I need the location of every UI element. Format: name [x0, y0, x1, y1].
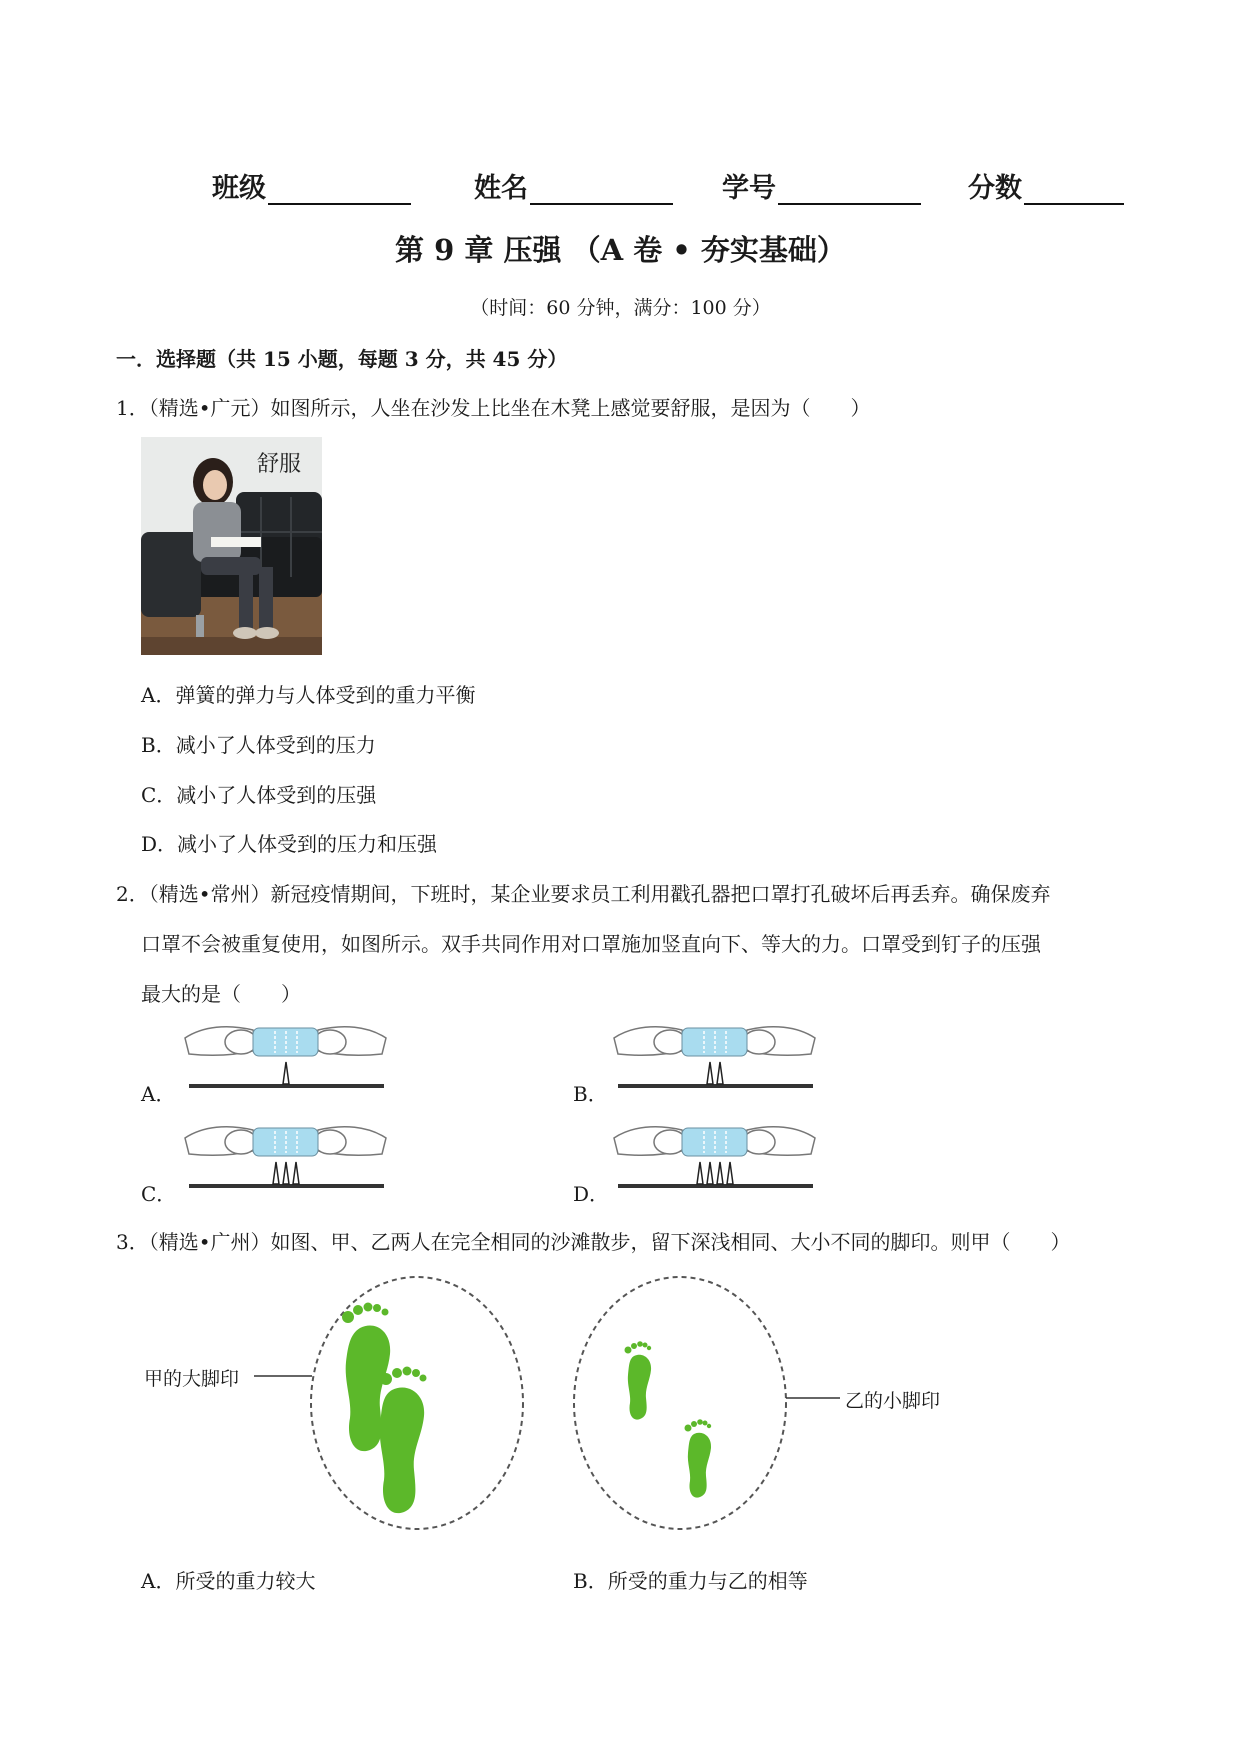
- q3-label-right: 乙的小脚印: [845, 1390, 941, 1412]
- name-label: 姓名: [474, 173, 528, 204]
- nail-icon: [707, 1062, 713, 1084]
- nail-icon: [293, 1162, 299, 1184]
- nail-icon: [697, 1162, 703, 1184]
- q2-option-b-punch-diagram[interactable]: [612, 1020, 817, 1100]
- nail-icon: [273, 1162, 279, 1184]
- q3-stem: 3．（精选•广州）如图、甲、乙两人在完全相同的沙滩散步，留下深浅相同、大小不同的脚印。则甲（ ）: [116, 1230, 1071, 1254]
- q1-option-c[interactable]: C．减小了人体受到的压强: [141, 783, 377, 807]
- class-field: [212, 166, 411, 205]
- q2-option-c-punch-diagram[interactable]: [183, 1120, 388, 1200]
- q2-option-a-label[interactable]: A．: [141, 1082, 176, 1106]
- student-number-label: 学号: [722, 173, 776, 204]
- q2-option-d-punch-diagram[interactable]: [612, 1120, 817, 1200]
- q1-option-d[interactable]: D．减小了人体受到的压力和压强: [141, 832, 438, 856]
- small-footprint-2-icon: [685, 1419, 712, 1497]
- nail-icon: [717, 1062, 723, 1084]
- name-field: [474, 166, 673, 205]
- nail-icon: [717, 1162, 723, 1184]
- class-label: 班级: [212, 173, 266, 204]
- q3-label-left: 甲的大脚印: [144, 1368, 240, 1390]
- q3-option-b[interactable]: B．所受的重力与乙的相等: [573, 1569, 808, 1593]
- q1-stem: 1．（精选•广元）如图所示，人坐在沙发上比坐在木凳上感觉要舒服，是因为（ ）: [116, 396, 871, 420]
- nail-icon: [283, 1062, 289, 1084]
- small-footprint-1-icon: [625, 1341, 652, 1419]
- small-footprint-circle: [574, 1277, 786, 1529]
- q3-footprint-diagram: [140, 1270, 960, 1540]
- student-number-blank[interactable]: [778, 173, 921, 205]
- q1-option-a[interactable]: A．弹簧的弹力与人体受到的重力平衡: [141, 683, 476, 707]
- section-heading: 一．选择题（共 15 小题，每题 3 分，共 45 分）: [116, 347, 568, 371]
- q1-sofa-photo: [141, 437, 322, 655]
- q2-option-b-label[interactable]: B．: [573, 1082, 608, 1106]
- class-blank[interactable]: [268, 173, 411, 205]
- q3-option-a[interactable]: A．所受的重力较大: [141, 1569, 316, 1593]
- page-subtitle: （时间：60 分钟，满分：100 分）: [470, 297, 771, 319]
- q1-option-b[interactable]: B．减小了人体受到的压力: [141, 733, 376, 757]
- q2-option-c-label[interactable]: C．: [141, 1182, 177, 1206]
- score-blank[interactable]: [1024, 173, 1124, 205]
- score-label: 分数: [968, 173, 1022, 204]
- q1-image-caption: 舒服: [257, 452, 302, 477]
- q2-option-a-punch-diagram[interactable]: [183, 1020, 388, 1100]
- big-footprint-2-icon: [380, 1367, 427, 1514]
- q2-stem-line1: 2．（精选•常州）新冠疫情期间，下班时，某企业要求员工利用戳孔器把口罩打孔破坏后再丢弃。确保废弃: [116, 882, 1051, 906]
- q2-option-d-label[interactable]: D．: [573, 1182, 610, 1206]
- score-field: [968, 166, 1124, 205]
- q2-stem-line3: 最大的是（ ）: [141, 982, 301, 1006]
- nail-icon: [727, 1162, 733, 1184]
- nail-icon: [707, 1162, 713, 1184]
- page-title: 第 9 章 压强 （A 卷 • 夯实基础）: [395, 233, 846, 267]
- q2-stem-line2: 口罩不会被重复使用，如图所示。双手共同作用对口罩施加竖直向下、等大的力。口罩受到钉子的压强: [141, 932, 1041, 956]
- name-blank[interactable]: [530, 173, 673, 205]
- nail-icon: [283, 1162, 289, 1184]
- student-number-field: [722, 166, 921, 205]
